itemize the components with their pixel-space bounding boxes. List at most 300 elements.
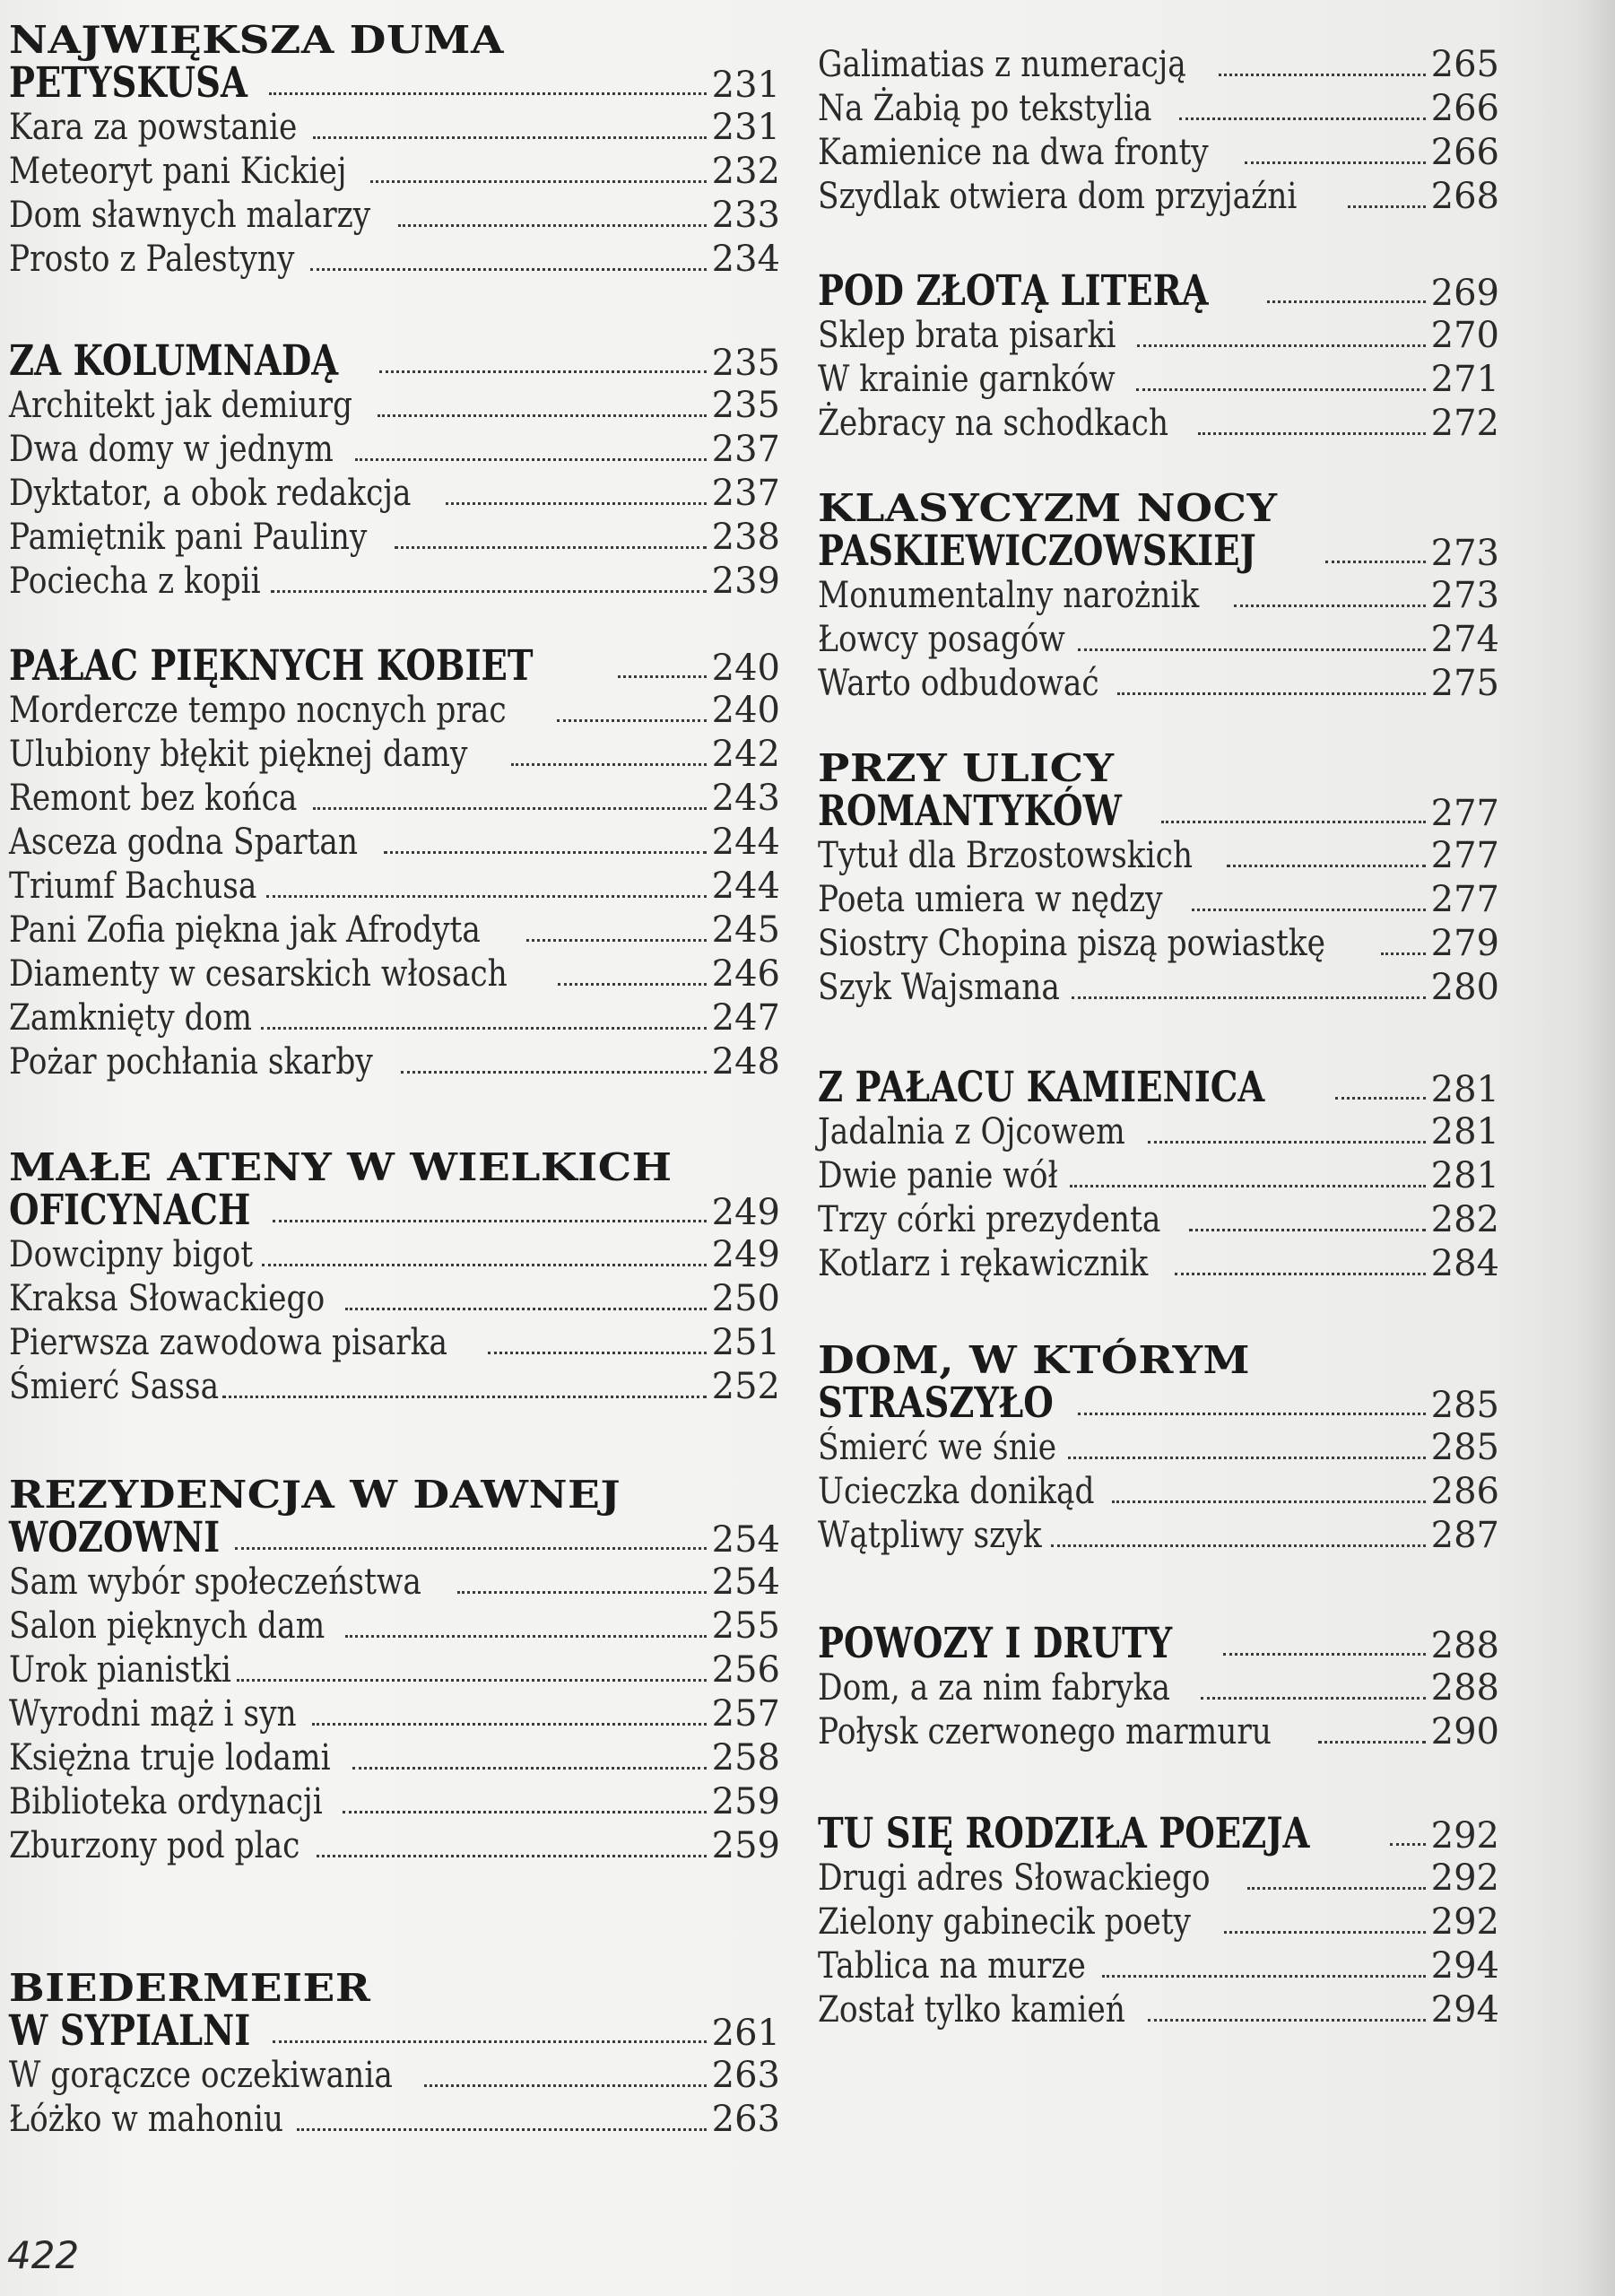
entry-page-number: 287 bbox=[1430, 1515, 1499, 1556]
entry-title: Kotlarz i rękawicznik bbox=[818, 1243, 1149, 1284]
entry-title: Na Żabią po tekstylia bbox=[818, 88, 1152, 129]
toc-entry bbox=[9, 733, 780, 777]
section-heading: DOM, W KTÓRYM bbox=[818, 1338, 1251, 1383]
entry-page-number: 280 bbox=[1430, 967, 1499, 1008]
dot-leader bbox=[1078, 648, 1425, 651]
entry-title: Pamiętnik pani Pauliny bbox=[9, 517, 368, 558]
entry-title: Kamienice na dwa fronty bbox=[818, 132, 1209, 173]
entry-title: Żebracy na schodkach bbox=[818, 403, 1169, 444]
entry-page-number: 284 bbox=[1430, 1243, 1499, 1284]
entry-page-number: 279 bbox=[1430, 923, 1499, 964]
entry-title: Wątpliwy szyk bbox=[818, 1515, 1042, 1556]
dot-leader bbox=[526, 938, 707, 942]
toc-entry bbox=[9, 1648, 780, 1692]
section-page-number: 235 bbox=[711, 343, 780, 384]
toc-entry bbox=[9, 952, 780, 996]
entry-page-number: 271 bbox=[1430, 359, 1499, 400]
entry-page-number: 273 bbox=[1430, 575, 1499, 616]
entry-page-number: 270 bbox=[1430, 315, 1499, 356]
entry-page-number: 292 bbox=[1430, 1901, 1499, 1943]
entry-title: Dom sławnych malarzy bbox=[9, 195, 371, 236]
toc-entry bbox=[9, 384, 780, 428]
dot-leader bbox=[1219, 73, 1425, 76]
entry-title: Monumentalny narożnik bbox=[818, 575, 1200, 616]
toc-entry bbox=[9, 1692, 780, 1736]
dot-leader bbox=[1078, 1412, 1425, 1415]
dot-leader bbox=[262, 1263, 707, 1266]
entry-title: Trzy córki prezydenta bbox=[818, 1199, 1161, 1240]
entry-page-number: 288 bbox=[1430, 1667, 1499, 1709]
toc-entry bbox=[818, 878, 1499, 922]
dot-leader bbox=[424, 2083, 707, 2087]
section-heading: W SYPIALNI bbox=[9, 2006, 251, 2056]
toc-entry bbox=[9, 1365, 780, 1409]
entry-page-number: 281 bbox=[1430, 1111, 1499, 1152]
toc-section bbox=[9, 16, 780, 282]
toc-entry bbox=[818, 43, 1499, 87]
entry-title: Ucieczka donikąd bbox=[818, 1471, 1095, 1512]
toc-entry bbox=[9, 1736, 780, 1780]
entry-title: Dyktator, a obok redakcja bbox=[9, 473, 412, 514]
entry-page-number: 275 bbox=[1430, 663, 1499, 704]
entry-page-number: 281 bbox=[1430, 1155, 1499, 1196]
entry-title: Dom, a za nim fabryka bbox=[818, 1667, 1171, 1709]
toc-entry bbox=[9, 472, 780, 516]
entry-title: Mordercze tempo nocnych prac bbox=[9, 690, 507, 731]
section-heading-row bbox=[818, 1619, 1499, 1668]
dot-leader bbox=[398, 223, 706, 227]
toc-entry bbox=[9, 2054, 780, 2098]
dot-leader bbox=[446, 501, 706, 505]
toc-entry bbox=[818, 1470, 1499, 1514]
entry-page-number: 259 bbox=[711, 1781, 780, 1822]
entry-title: Pierwsza zawodowa pisarka bbox=[9, 1322, 448, 1363]
section-heading: WOZOWNI bbox=[9, 1513, 221, 1562]
toc-section bbox=[818, 43, 1499, 219]
entry-page-number: 294 bbox=[1430, 1989, 1499, 2031]
entry-page-number: 235 bbox=[711, 385, 780, 426]
toc-entry bbox=[818, 1857, 1499, 1900]
section-page-number: 269 bbox=[1430, 273, 1499, 314]
entry-title: Pociecha z kopii bbox=[9, 561, 261, 602]
entry-page-number: 256 bbox=[711, 1649, 780, 1691]
entry-title: Urok pianistki bbox=[9, 1649, 231, 1691]
entry-title: Drugi adres Słowackiego bbox=[818, 1857, 1211, 1899]
toc-section bbox=[9, 1144, 780, 1409]
entry-title: Połysk czerwonego marmuru bbox=[818, 1711, 1272, 1752]
entry-title: Został tylko kamień bbox=[818, 1989, 1125, 2031]
dot-leader bbox=[313, 135, 706, 139]
entry-title: Zamknięty dom bbox=[9, 997, 252, 1039]
section-heading-row bbox=[818, 1065, 1499, 1110]
dot-leader bbox=[1070, 1184, 1426, 1187]
toc-entry bbox=[9, 1040, 780, 1084]
section-heading: REZYDENCJA W DAWNEJ bbox=[9, 1473, 621, 1518]
entry-title: Prosto z Palestyny bbox=[9, 239, 295, 280]
toc-section bbox=[818, 1619, 1499, 1754]
toc-entry bbox=[9, 1561, 780, 1605]
section-page-number: 249 bbox=[711, 1192, 780, 1233]
entry-title: Zielony gabinecik poety bbox=[818, 1901, 1191, 1943]
dot-leader bbox=[1318, 1740, 1426, 1744]
toc-entry bbox=[9, 1824, 780, 1868]
toc-entry bbox=[818, 1514, 1499, 1558]
toc-entry bbox=[9, 1605, 780, 1648]
entry-title: Remont bez końca bbox=[9, 778, 298, 819]
entry-page-number: 266 bbox=[1430, 132, 1499, 173]
dot-leader bbox=[235, 1546, 706, 1550]
dot-leader bbox=[378, 413, 707, 417]
toc-entry bbox=[9, 865, 780, 909]
entry-page-number: 282 bbox=[1430, 1199, 1499, 1240]
entry-title: Meteoryt pani Kickiej bbox=[9, 151, 347, 192]
dot-leader bbox=[1175, 1272, 1426, 1275]
dot-leader bbox=[273, 2039, 707, 2043]
entry-title: Pożar pochłania skarby bbox=[9, 1041, 373, 1083]
section-heading-row bbox=[9, 58, 780, 108]
entry-page-number: 266 bbox=[1430, 88, 1499, 129]
entry-title: Siostry Chopina piszą powiastkę bbox=[818, 923, 1325, 964]
entry-title: Księżna truje lodami bbox=[9, 1737, 331, 1779]
dot-leader bbox=[1224, 1930, 1425, 1934]
section-heading-row bbox=[9, 2006, 780, 2056]
toc-entry bbox=[9, 821, 780, 865]
entry-title: Diamenty w cesarskich włosach bbox=[9, 953, 508, 995]
section-heading: STRASZYŁO bbox=[818, 1378, 1054, 1428]
section-page-number: 231 bbox=[711, 65, 780, 106]
dot-leader bbox=[384, 850, 707, 854]
entry-page-number: 263 bbox=[711, 2099, 780, 2140]
dot-leader bbox=[222, 1395, 707, 1398]
entry-page-number: 237 bbox=[711, 429, 780, 470]
dot-leader bbox=[1348, 204, 1426, 208]
entry-page-number: 257 bbox=[711, 1693, 780, 1735]
toc-entry bbox=[818, 1988, 1499, 2032]
entry-title: Wyrodni mąż i syn bbox=[9, 1693, 297, 1735]
dot-leader bbox=[1148, 2018, 1425, 2022]
entry-page-number: 240 bbox=[711, 690, 780, 731]
section-heading: PAŁAC PIĘKNYCH KOBIET bbox=[9, 641, 534, 691]
toc-entry bbox=[9, 1233, 780, 1277]
section-page-number: 254 bbox=[711, 1519, 780, 1561]
dot-leader bbox=[1148, 1140, 1425, 1144]
toc-section bbox=[818, 266, 1499, 446]
toc-entry bbox=[818, 1710, 1499, 1754]
dot-leader bbox=[511, 762, 706, 766]
entry-page-number: 272 bbox=[1430, 403, 1499, 444]
dot-leader bbox=[1201, 1696, 1426, 1700]
entry-page-number: 259 bbox=[711, 1825, 780, 1866]
toc-entry bbox=[9, 238, 780, 282]
entry-title: Zburzony pod plac bbox=[9, 1825, 300, 1866]
entry-title: Dwie panie wół bbox=[818, 1155, 1058, 1196]
dot-leader bbox=[317, 1854, 707, 1857]
section-heading-row bbox=[9, 1513, 780, 1562]
section-heading: PRZY ULICY bbox=[818, 746, 1115, 791]
dot-leader bbox=[1227, 864, 1426, 867]
dot-leader bbox=[355, 457, 706, 461]
dot-leader bbox=[237, 1678, 707, 1682]
dot-leader bbox=[618, 674, 707, 678]
entry-title: Pani Zofia piękna jak Afrodyta bbox=[9, 909, 481, 951]
toc-section bbox=[818, 1065, 1499, 1286]
toc-section bbox=[9, 336, 780, 604]
toc-section bbox=[9, 1964, 780, 2142]
toc-entry bbox=[818, 87, 1499, 131]
toc-entry bbox=[818, 402, 1499, 446]
entry-page-number: 237 bbox=[711, 473, 780, 514]
dot-leader bbox=[352, 1766, 707, 1770]
dot-leader bbox=[1068, 1456, 1426, 1459]
entry-page-number: 251 bbox=[711, 1322, 780, 1363]
entry-title: Tablica na murze bbox=[818, 1945, 1086, 1987]
section-heading: MAŁE ATENY W WIELKICH bbox=[9, 1145, 673, 1190]
entry-page-number: 252 bbox=[711, 1366, 780, 1407]
dot-leader bbox=[297, 2127, 706, 2131]
toc-entry bbox=[9, 428, 780, 472]
entry-title: Sam wybór społeczeństwa bbox=[9, 1561, 421, 1603]
section-heading: Z PAŁACU KAMIENICA bbox=[818, 1063, 1265, 1112]
entry-page-number: 277 bbox=[1430, 879, 1499, 920]
section-heading: KLASYCYZM NOCY bbox=[818, 486, 1278, 531]
dot-leader bbox=[1192, 908, 1426, 911]
dot-leader bbox=[1102, 1974, 1426, 1978]
toc-entry bbox=[818, 574, 1499, 618]
dot-leader bbox=[1381, 952, 1426, 955]
section-heading-row bbox=[818, 789, 1499, 834]
page-number: 422 bbox=[7, 2233, 80, 2277]
entry-page-number: 231 bbox=[711, 107, 780, 148]
entry-page-number: 245 bbox=[711, 909, 780, 951]
entry-page-number: 244 bbox=[711, 822, 780, 863]
toc-entry bbox=[818, 175, 1499, 219]
toc-entry bbox=[818, 314, 1499, 358]
entry-page-number: 248 bbox=[711, 1041, 780, 1083]
entry-title: W gorączce oczekiwania bbox=[9, 2055, 393, 2096]
dot-leader bbox=[266, 894, 707, 898]
section-heading-row bbox=[818, 1809, 1499, 1858]
toc-entry bbox=[818, 1900, 1499, 1944]
dot-leader bbox=[1179, 117, 1426, 120]
toc-entry bbox=[818, 662, 1499, 706]
dot-leader bbox=[401, 1070, 706, 1074]
dot-leader bbox=[343, 1810, 706, 1813]
toc-entry bbox=[9, 194, 780, 238]
toc-entry bbox=[9, 777, 780, 821]
toc-entry bbox=[818, 131, 1499, 175]
entry-page-number: 290 bbox=[1430, 1711, 1499, 1752]
section-heading-row bbox=[818, 526, 1499, 576]
dot-leader bbox=[1137, 344, 1425, 347]
entry-page-number: 292 bbox=[1430, 1857, 1499, 1899]
dot-leader bbox=[1223, 1652, 1426, 1656]
entry-page-number: 242 bbox=[711, 734, 780, 775]
entry-page-number: 277 bbox=[1430, 835, 1499, 876]
entry-page-number: 234 bbox=[711, 239, 780, 280]
section-page-number: 288 bbox=[1430, 1625, 1499, 1666]
section-page-number: 292 bbox=[1430, 1815, 1499, 1857]
dot-leader bbox=[1325, 560, 1426, 563]
entry-page-number: 244 bbox=[711, 865, 780, 907]
entry-title: Ulubiony błękit pięknej damy bbox=[9, 734, 468, 775]
toc-entry bbox=[818, 1944, 1499, 1988]
entry-title: Śmierć we śnie bbox=[818, 1427, 1057, 1468]
toc-section bbox=[9, 1471, 780, 1868]
entry-title: Dwa domy w jednym bbox=[9, 429, 334, 470]
dot-leader bbox=[1245, 161, 1425, 164]
toc-entry bbox=[9, 1321, 780, 1365]
dot-leader bbox=[345, 1634, 707, 1638]
section-heading: ZA KOLUMNADĄ bbox=[9, 336, 339, 386]
dot-leader bbox=[312, 1722, 706, 1726]
toc-entry bbox=[818, 1154, 1499, 1198]
section-heading-row bbox=[9, 336, 780, 386]
dot-leader bbox=[1112, 1500, 1425, 1503]
section-page-number: 281 bbox=[1430, 1069, 1499, 1110]
toc-entry bbox=[9, 150, 780, 194]
section-page-number: 240 bbox=[711, 648, 780, 689]
entry-page-number: 274 bbox=[1430, 619, 1499, 660]
dot-leader bbox=[1117, 691, 1425, 695]
toc-entry bbox=[9, 909, 780, 952]
entry-page-number: 246 bbox=[711, 953, 780, 995]
entry-page-number: 263 bbox=[711, 2055, 780, 2096]
dot-leader bbox=[1335, 1096, 1425, 1100]
entry-title: Dowcipny bigot bbox=[9, 1234, 254, 1275]
entry-page-number: 249 bbox=[711, 1234, 780, 1275]
section-heading: PETYSKUSA bbox=[9, 58, 247, 108]
dot-leader bbox=[1267, 300, 1426, 303]
section-heading: TU SIĘ RODZIŁA POEZJA bbox=[818, 1809, 1310, 1858]
entry-title: Kara za powstanie bbox=[9, 107, 298, 148]
section-heading-row bbox=[818, 266, 1499, 316]
toc-entry bbox=[818, 1666, 1499, 1710]
entry-title: Sklep brata pisarki bbox=[818, 315, 1116, 356]
entry-title: Łóżko w mahoniu bbox=[9, 2099, 284, 2140]
section-heading: NAJWIĘKSZA DUMA bbox=[9, 18, 504, 63]
dot-leader bbox=[261, 1026, 707, 1030]
dot-leader bbox=[379, 370, 706, 373]
dot-leader bbox=[271, 589, 707, 593]
toc-section bbox=[9, 641, 780, 1084]
entry-page-number: 239 bbox=[711, 561, 780, 602]
section-page-number: 261 bbox=[711, 2013, 780, 2054]
section-heading: ROMANTYKÓW bbox=[818, 787, 1122, 836]
toc-entry bbox=[9, 689, 780, 733]
dot-leader bbox=[488, 1351, 706, 1354]
dot-leader bbox=[345, 1307, 707, 1310]
toc-entry bbox=[9, 996, 780, 1040]
toc-entry bbox=[9, 106, 780, 150]
entry-title: Tytuł dla Brzostowskich bbox=[818, 835, 1194, 876]
entry-title: W krainie garnków bbox=[818, 359, 1116, 400]
toc-entry bbox=[818, 1242, 1499, 1286]
toc-entry bbox=[818, 618, 1499, 662]
entry-title: Biblioteka ordynacji bbox=[9, 1781, 323, 1822]
toc-entry bbox=[9, 2098, 780, 2142]
toc-entry bbox=[818, 1110, 1499, 1154]
section-heading-row bbox=[9, 1188, 780, 1233]
dot-leader bbox=[1051, 1544, 1426, 1547]
entry-page-number: 238 bbox=[711, 517, 780, 558]
entry-title: Szydlak otwiera dom przyjaźni bbox=[818, 176, 1298, 217]
toc-entry bbox=[818, 1198, 1499, 1242]
dot-leader bbox=[1161, 820, 1426, 823]
dot-leader bbox=[1189, 1228, 1425, 1231]
section-heading: OFICYNACH bbox=[9, 1186, 251, 1235]
toc-entry bbox=[818, 1426, 1499, 1470]
entry-title: Łowcy posagów bbox=[818, 619, 1065, 660]
dot-leader bbox=[1390, 1842, 1425, 1846]
entry-title: Jadalnia z Ojcowem bbox=[818, 1111, 1125, 1152]
entry-page-number: 247 bbox=[711, 997, 780, 1039]
page-fold-shadow bbox=[1579, 0, 1615, 2296]
section-heading-row bbox=[9, 641, 780, 691]
toc-entry bbox=[9, 1780, 780, 1824]
dot-leader bbox=[1072, 996, 1425, 999]
toc-section bbox=[818, 1336, 1499, 1558]
toc-section bbox=[818, 744, 1499, 1010]
entry-title: Poeta umiera w nędzy bbox=[818, 879, 1163, 920]
toc-entry bbox=[818, 358, 1499, 402]
entry-title: Asceza godna Spartan bbox=[9, 822, 359, 863]
entry-page-number: 254 bbox=[711, 1561, 780, 1603]
entry-page-number: 285 bbox=[1430, 1427, 1499, 1468]
section-heading: BIEDERMEIER bbox=[9, 1966, 371, 2011]
dot-leader bbox=[1234, 604, 1426, 607]
entry-page-number: 258 bbox=[711, 1737, 780, 1779]
dot-leader bbox=[273, 1219, 707, 1222]
toc-section bbox=[818, 484, 1499, 706]
toc-entry bbox=[9, 516, 780, 560]
entry-page-number: 233 bbox=[711, 195, 780, 236]
dot-leader bbox=[313, 806, 706, 810]
entry-page-number: 250 bbox=[711, 1278, 780, 1319]
section-page-number: 273 bbox=[1430, 533, 1499, 574]
section-page-number: 277 bbox=[1430, 793, 1499, 834]
dot-leader bbox=[457, 1590, 706, 1594]
toc-entry bbox=[9, 1277, 780, 1321]
toc-entry bbox=[9, 560, 780, 604]
entry-page-number: 286 bbox=[1430, 1471, 1499, 1512]
dot-leader bbox=[1198, 431, 1425, 435]
entry-page-number: 294 bbox=[1430, 1945, 1499, 1987]
entry-page-number: 255 bbox=[711, 1605, 780, 1647]
entry-title: Architekt jak demiurg bbox=[9, 385, 353, 426]
dot-leader bbox=[557, 718, 707, 722]
dot-leader bbox=[1247, 1886, 1426, 1890]
entry-page-number: 265 bbox=[1430, 44, 1499, 85]
dot-leader bbox=[558, 982, 707, 986]
entry-page-number: 268 bbox=[1430, 176, 1499, 217]
section-page-number: 285 bbox=[1430, 1385, 1499, 1426]
entry-page-number: 243 bbox=[711, 778, 780, 819]
toc-section bbox=[818, 1809, 1499, 2032]
dot-leader bbox=[395, 545, 707, 549]
dot-leader bbox=[310, 267, 707, 271]
entry-title: Kraksa Słowackiego bbox=[9, 1278, 326, 1319]
entry-title: Salon pięknych dam bbox=[9, 1605, 326, 1647]
entry-title: Warto odbudować bbox=[818, 663, 1099, 704]
dot-leader bbox=[269, 91, 707, 95]
entry-title: Triumf Bachusa bbox=[9, 865, 257, 907]
toc-entry bbox=[818, 966, 1499, 1010]
section-heading: PASKIEWICZOWSKIEJ bbox=[818, 526, 1256, 576]
entry-title: Śmierć Sassa bbox=[9, 1366, 220, 1407]
entry-title: Szyk Wajsmana bbox=[818, 967, 1060, 1008]
dot-leader bbox=[1136, 387, 1425, 391]
toc-entry bbox=[818, 922, 1499, 966]
